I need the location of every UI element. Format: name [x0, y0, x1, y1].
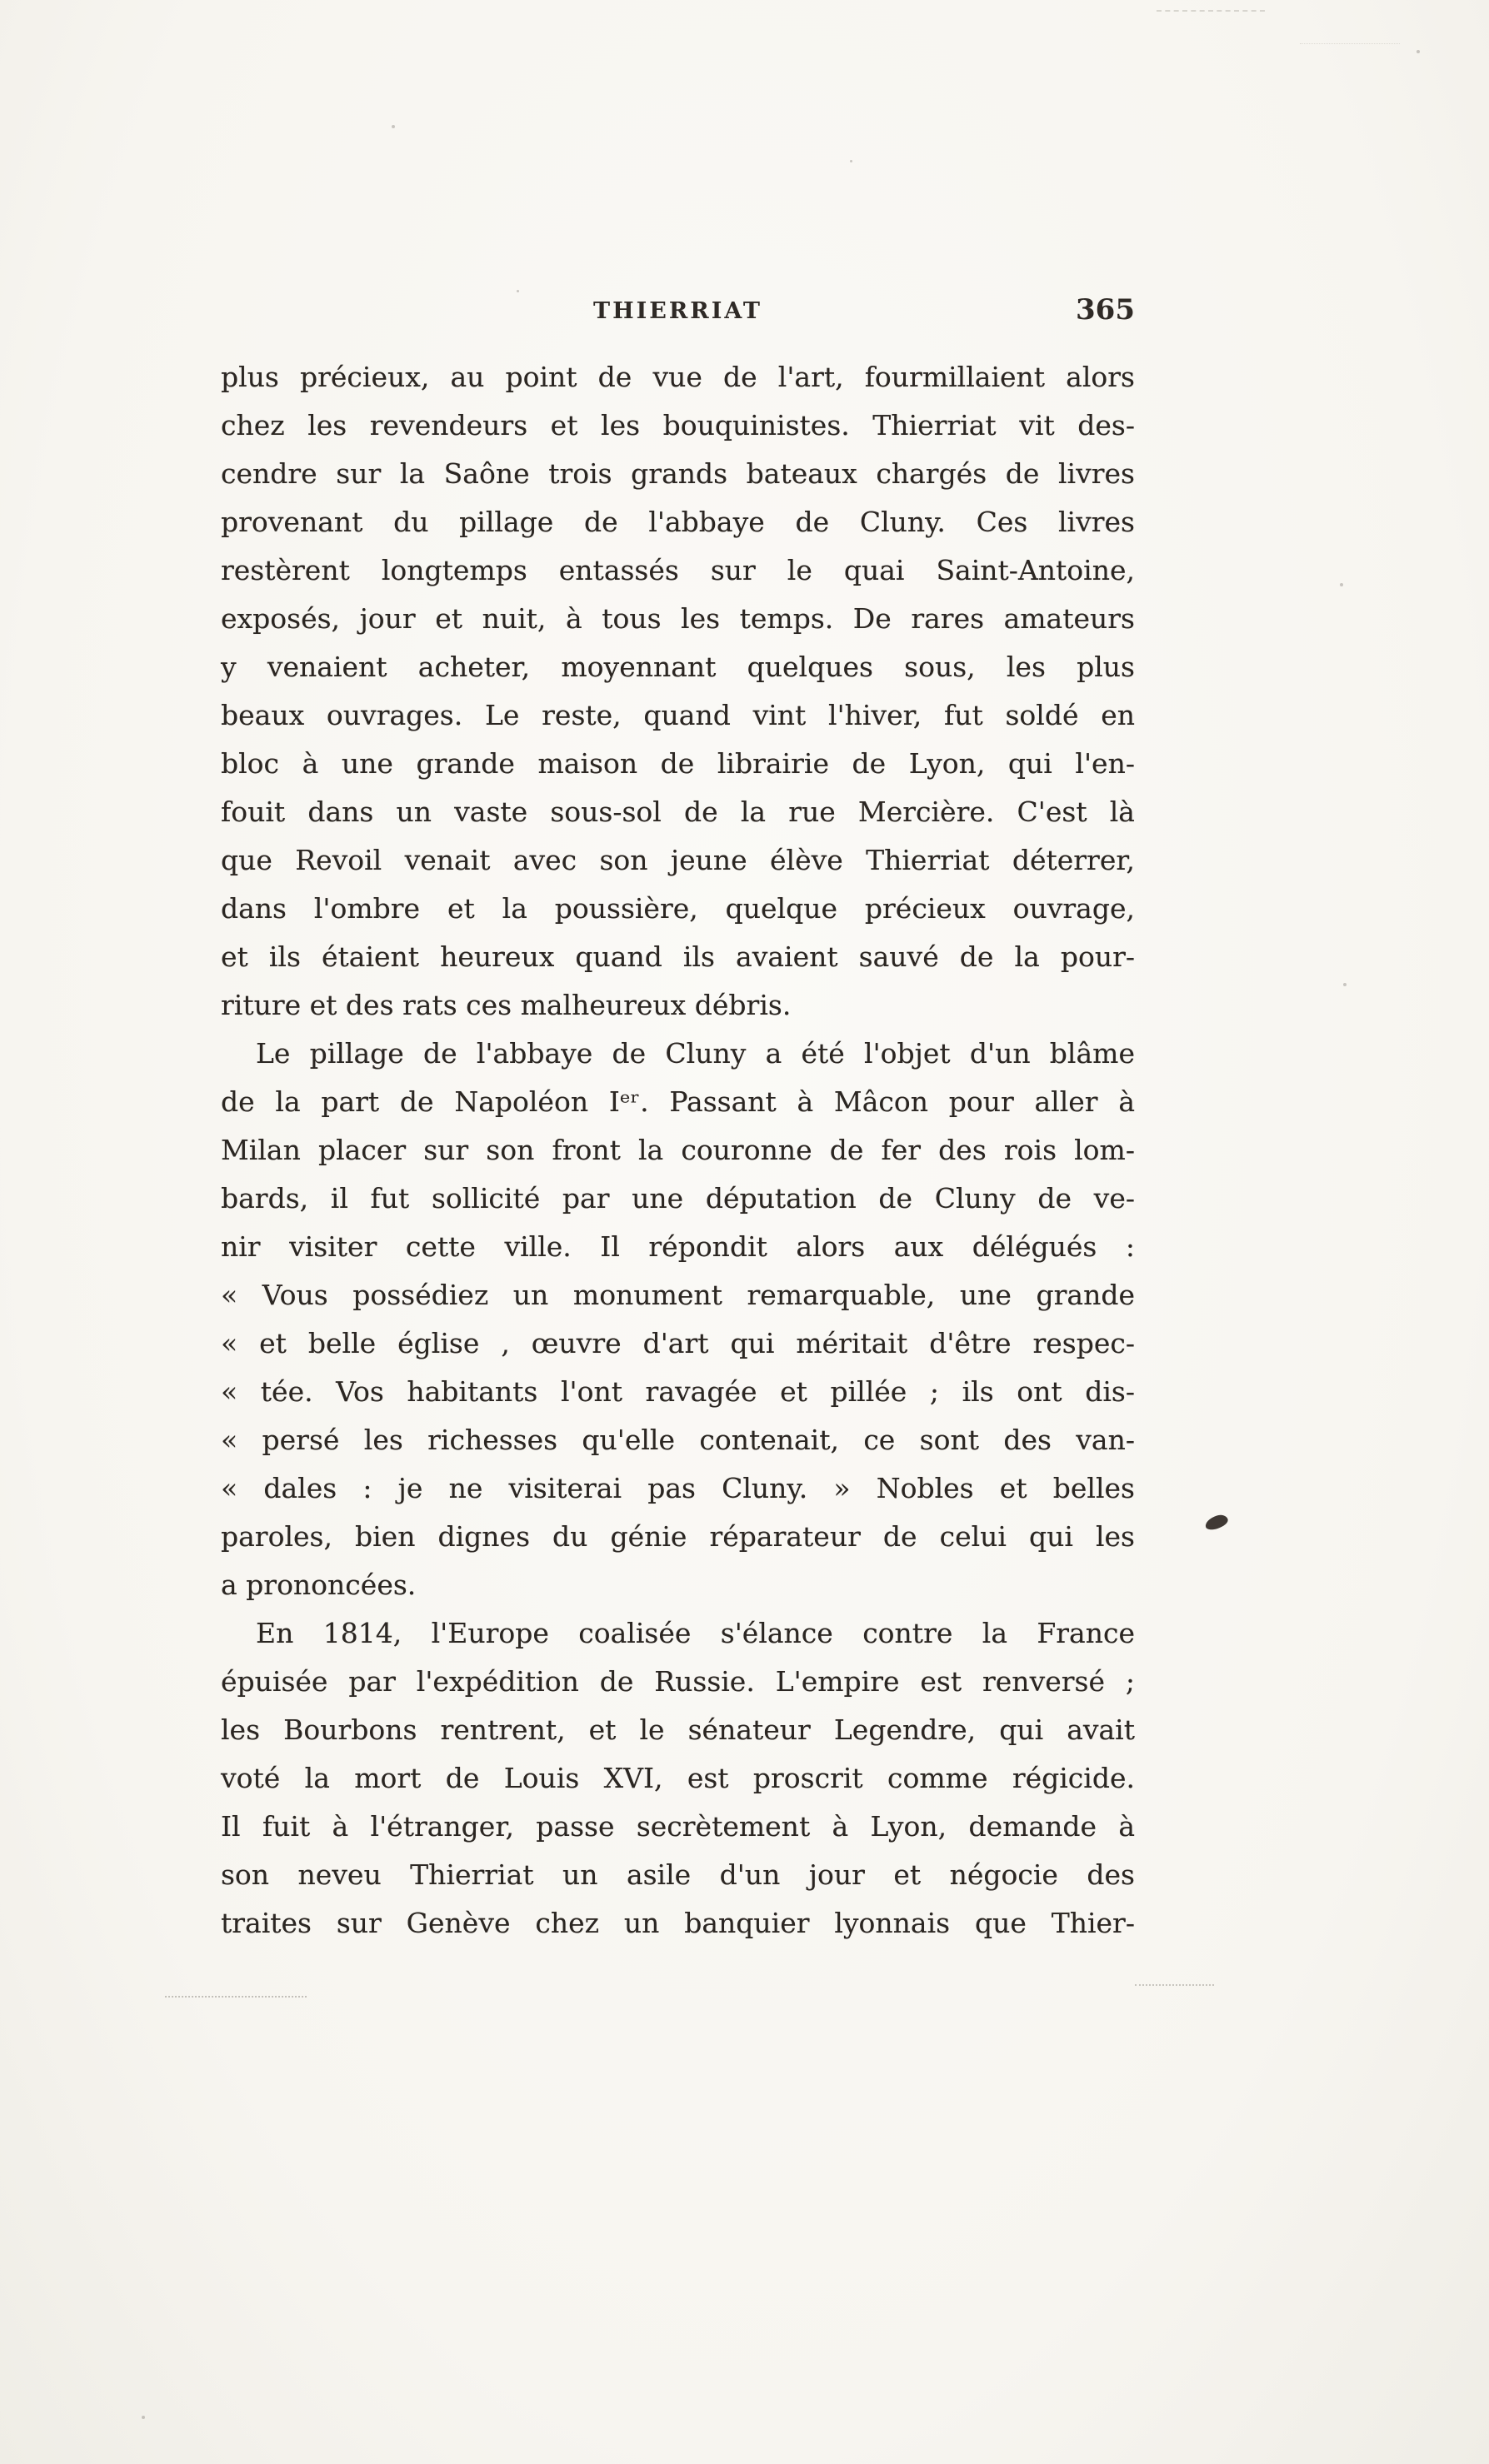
- text-block: [221, 353, 1135, 1948]
- scan-speck: [517, 290, 519, 292]
- text-line: épuisée par l'expédition de Russie. L'empire est renversé ;: [221, 1665, 1135, 1698]
- scan-artifact-dashes-top-right-2: [1300, 43, 1400, 44]
- scan-speck: [142, 2416, 145, 2419]
- text-line: cendre sur la Saône trois grands bateaux chargés de livres: [221, 457, 1135, 490]
- text-line: Il fuit à l'étranger, passe secrètement à Lyon, demande à: [221, 1810, 1135, 1843]
- text-line: « persé les richesses qu'elle contenait, ce sont des van-: [221, 1424, 1135, 1456]
- text-line: Le pillage de l'abbaye de Cluny a été l'objet d'un blâme: [256, 1037, 1135, 1070]
- scan-speck: [1417, 50, 1420, 53]
- scan-artifact-dashes-bottom-left: [165, 1996, 307, 1998]
- text-line: dans l'ombre et la poussière, quelque précieux ouvrage,: [221, 892, 1135, 925]
- text-line: riture et des rats ces malheureux débris.: [221, 989, 792, 1021]
- text-line: bloc à une grande maison de librairie de Lyon, qui l'en-: [221, 747, 1135, 780]
- scan-speck: [1343, 983, 1347, 986]
- text-line: « tée. Vos habitants l'ont ravagée et pillée ; ils ont dis-: [221, 1375, 1135, 1408]
- text-line: son neveu Thierriat un asile d'un jour et négocie des: [221, 1858, 1135, 1891]
- scan-speck: [850, 160, 852, 162]
- text-line: que Revoil venait avec son jeune élève Thierriat déterrer,: [221, 844, 1135, 876]
- ink-smudge: [1203, 1513, 1229, 1532]
- text-line: les Bourbons rentrent, et le sénateur Legendre, qui avait: [221, 1713, 1135, 1746]
- text-line: En 1814, l'Europe coalisée s'élance contre la France: [256, 1617, 1135, 1649]
- page-header: [221, 293, 1135, 330]
- text-line: a prononcées.: [221, 1569, 417, 1601]
- text-line: bards, il fut sollicité par une députation de Cluny de ve-: [221, 1182, 1135, 1215]
- text-line: fouit dans un vaste sous-sol de la rue Mercière. C'est là: [221, 796, 1135, 828]
- scan-artifact-dashes-top-right: [1157, 10, 1265, 12]
- text-line: « dales : je ne visiterai pas Cluny. » Nobles et belles: [221, 1472, 1135, 1504]
- text-line: exposés, jour et nuit, à tous les temps. De rares amateurs: [221, 602, 1135, 635]
- text-line: restèrent longtemps entassés sur le quai Saint-Antoine,: [221, 554, 1135, 586]
- text-line: provenant du pillage de l'abbaye de Cluny. Ces livres: [221, 506, 1135, 538]
- text-line: voté la mort de Louis XVI, est proscrit comme régicide.: [221, 1762, 1135, 1794]
- text-line: chez les revendeurs et les bouquinistes. Thierriat vit des-: [221, 409, 1135, 441]
- text-line: Milan placer sur son front la couronne de fer des rois lom-: [221, 1134, 1135, 1166]
- scan-artifact-dashes-bottom-right: [1135, 1984, 1214, 1986]
- text-line: « et belle église , œuvre d'art qui méritait d'être respec-: [221, 1327, 1135, 1359]
- page-number: 365: [1076, 293, 1135, 327]
- text-line: « Vous possédiez un monument remarquable, une grande: [221, 1279, 1135, 1311]
- text-line: paroles, bien dignes du génie réparateur de celui qui les: [221, 1520, 1135, 1553]
- text-line: de la part de Napoléon Iᵉʳ. Passant à Mâcon pour aller à: [221, 1085, 1135, 1118]
- text-line: y venaient acheter, moyennant quelques sous, les plus: [221, 651, 1135, 683]
- text-line: nir visiter cette ville. Il répondit alors aux délégués :: [221, 1230, 1135, 1263]
- scan-speck: [392, 125, 395, 128]
- text-line: et ils étaient heureux quand ils avaient sauvé de la pour-: [221, 940, 1135, 973]
- text-line: traites sur Genève chez un banquier lyonnais que Thier-: [221, 1907, 1135, 1939]
- running-title: THIERRIAT: [593, 298, 762, 324]
- scan-speck: [1340, 583, 1343, 586]
- text-line: plus précieux, au point de vue de l'art, fourmillaient alors: [221, 361, 1135, 393]
- text-line: beaux ouvrages. Le reste, quand vint l'hiver, fut soldé en: [221, 699, 1135, 731]
